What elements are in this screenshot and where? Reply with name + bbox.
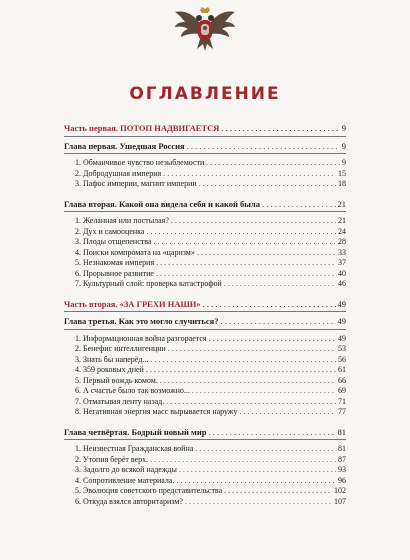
item-label: 5. Эволюция советского представительства xyxy=(75,486,223,495)
leader-dots xyxy=(224,279,336,290)
item-label: 7. Отматывая ленту назад. xyxy=(75,396,165,406)
list-item[interactable] xyxy=(64,355,346,366)
item-label: 4. Поиски компромата на «царизм» xyxy=(75,247,195,257)
leader-dots xyxy=(166,397,336,408)
leader-dots xyxy=(208,427,335,438)
page-number: 49 xyxy=(337,298,346,309)
page-number: 9 xyxy=(342,158,346,167)
item-label: 6. Прорывное развитие xyxy=(75,268,154,278)
divider xyxy=(64,439,346,440)
item-label: 5. Первый вождь комом. xyxy=(75,375,158,385)
leader-dots xyxy=(197,248,336,259)
leader-dots xyxy=(176,476,336,487)
part-2-entry[interactable] xyxy=(64,299,346,310)
list-item[interactable] xyxy=(64,397,346,408)
chapter-title: Глава вторая. Какой она видела себя и какой была xyxy=(64,198,260,209)
leader-dots xyxy=(146,365,336,376)
item-label: 1. Желанная или постылая? xyxy=(75,216,169,225)
item-label: 2. Бенефис интеллигенции xyxy=(75,344,166,353)
page-number: 9 xyxy=(341,123,346,133)
table-of-contents xyxy=(64,123,346,507)
page-number: 66 xyxy=(338,375,346,385)
page-number: 21 xyxy=(337,198,346,209)
leader-dots xyxy=(187,141,340,152)
list-item[interactable] xyxy=(64,365,346,376)
leader-dots xyxy=(150,355,336,366)
page-number: 87 xyxy=(338,454,346,464)
leader-dots xyxy=(221,123,339,134)
item-label: 2. Добродушная империя xyxy=(75,168,162,178)
list-item[interactable] xyxy=(64,258,346,269)
item-label: 7. Культурный слой: проверка катастрофой xyxy=(75,279,222,288)
item-label: 4. Сопротивление материала. xyxy=(75,475,175,485)
list-item[interactable] xyxy=(64,407,346,418)
page-number: 33 xyxy=(338,247,346,257)
leader-dots xyxy=(195,444,336,455)
list-item[interactable] xyxy=(64,486,346,497)
page-number: 96 xyxy=(338,475,346,485)
page-number: 37 xyxy=(338,258,346,267)
divider xyxy=(64,211,346,212)
double-headed-eagle-icon xyxy=(173,6,237,52)
page-number: 107 xyxy=(334,496,346,506)
list-item[interactable] xyxy=(64,179,346,190)
chapter-title: Глава первая. Ушедшая Россия xyxy=(64,140,185,151)
item-label: 3. Плоды отщепенства xyxy=(75,237,152,246)
list-item[interactable] xyxy=(64,216,346,227)
page-number: 49 xyxy=(337,316,346,326)
list-item[interactable] xyxy=(64,444,346,455)
item-label: 1. Информационная война разгорается xyxy=(75,333,207,343)
list-item[interactable] xyxy=(64,497,346,508)
list-item[interactable] xyxy=(64,269,346,280)
list-item[interactable] xyxy=(64,227,346,238)
page-number: 24 xyxy=(338,226,346,236)
list-item[interactable] xyxy=(64,248,346,259)
page-number: 21 xyxy=(338,216,346,225)
part-title: Часть вторая. «ЗА ГРЕХИ НАШИ» xyxy=(64,298,201,309)
item-label: 3. Задолго до всякой надежды xyxy=(75,465,177,474)
list-item[interactable] xyxy=(64,465,346,476)
page-number: 93 xyxy=(338,465,346,474)
page-number: 15 xyxy=(338,168,346,178)
page-number: 102 xyxy=(334,486,346,495)
item-label: 4. 359 роковых дней xyxy=(75,365,144,374)
page-title: ОГЛАВЛЕНИЕ xyxy=(129,84,281,104)
item-label: 1. Неизвестная Гражданская война xyxy=(75,444,194,453)
leader-dots xyxy=(150,455,336,466)
list-item[interactable] xyxy=(64,476,346,487)
leader-dots xyxy=(209,334,336,345)
page-number: 46 xyxy=(338,279,346,288)
chapter-2-entry[interactable] xyxy=(64,199,346,210)
page-number: 77 xyxy=(338,407,346,416)
divider xyxy=(64,329,346,330)
item-label: 5. Незнакомая империя xyxy=(75,258,155,267)
page-number: 69 xyxy=(338,386,346,395)
list-item[interactable] xyxy=(64,158,346,169)
leader-dots xyxy=(168,344,336,355)
item-label: 3. Пафос империи, магнит империи xyxy=(75,179,197,188)
list-item[interactable] xyxy=(64,334,346,345)
page-number: 56 xyxy=(338,354,346,364)
page-number: 9 xyxy=(341,140,346,151)
page-number: 81 xyxy=(338,444,346,453)
page-number: 49 xyxy=(338,333,346,343)
leader-dots xyxy=(146,227,336,238)
list-item[interactable] xyxy=(64,376,346,387)
item-label: 8. Негативная энергия масс вырывается наружу xyxy=(75,407,238,416)
leader-dots xyxy=(179,465,336,476)
page-number: 53 xyxy=(338,344,346,353)
leader-dots xyxy=(203,299,336,310)
list-item[interactable] xyxy=(64,344,346,355)
leader-dots xyxy=(199,179,336,190)
leader-dots xyxy=(156,258,336,269)
leader-dots xyxy=(239,407,336,418)
list-item[interactable] xyxy=(64,455,346,466)
chapter-title: Глава четвёртая. Бодрый новый мир xyxy=(64,426,207,437)
leader-dots xyxy=(262,199,336,210)
chapter-1-entry[interactable] xyxy=(64,141,346,152)
page-number: 28 xyxy=(338,237,346,246)
page-number: 61 xyxy=(338,365,346,374)
list-item[interactable] xyxy=(64,169,346,180)
page-number: 71 xyxy=(338,396,346,406)
leader-dots xyxy=(156,269,336,280)
page-number: 81 xyxy=(337,426,346,437)
leader-dots xyxy=(206,158,340,169)
list-item[interactable] xyxy=(64,279,346,290)
item-label: 6. А счастье было так возможно... xyxy=(75,386,190,395)
divider xyxy=(64,153,346,154)
item-label: 1. Обманчивое чувство незыблемости xyxy=(75,158,205,167)
part-title: Часть первая. ПОТОП НАДВИГАЕТСЯ xyxy=(64,123,220,133)
divider xyxy=(64,311,346,312)
item-label: 2. Утопия берёт верх. xyxy=(75,454,149,464)
divider xyxy=(64,136,346,137)
chapter-3-entry[interactable] xyxy=(64,316,346,327)
leader-dots xyxy=(160,376,336,387)
list-item[interactable] xyxy=(64,237,346,248)
page-number: 40 xyxy=(338,268,346,278)
leader-dots xyxy=(171,216,336,227)
item-label: 2. Дух и самооценка xyxy=(75,226,145,236)
leader-dots xyxy=(220,316,335,327)
page-number: 18 xyxy=(338,179,346,188)
item-label: 3. Знать бы наперёд... xyxy=(75,354,149,364)
leader-dots xyxy=(224,486,332,497)
chapter-4-entry[interactable] xyxy=(64,427,346,438)
list-item[interactable] xyxy=(64,386,346,397)
part-1-entry[interactable] xyxy=(64,123,346,134)
leader-dots xyxy=(163,169,336,180)
leader-dots xyxy=(192,386,336,397)
leader-dots xyxy=(153,237,336,248)
leader-dots xyxy=(185,497,332,508)
item-label: 6. Откуда взялся авторитаризм? xyxy=(75,496,183,506)
chapter-title: Глава третья. Как это могло случиться? xyxy=(64,316,219,326)
